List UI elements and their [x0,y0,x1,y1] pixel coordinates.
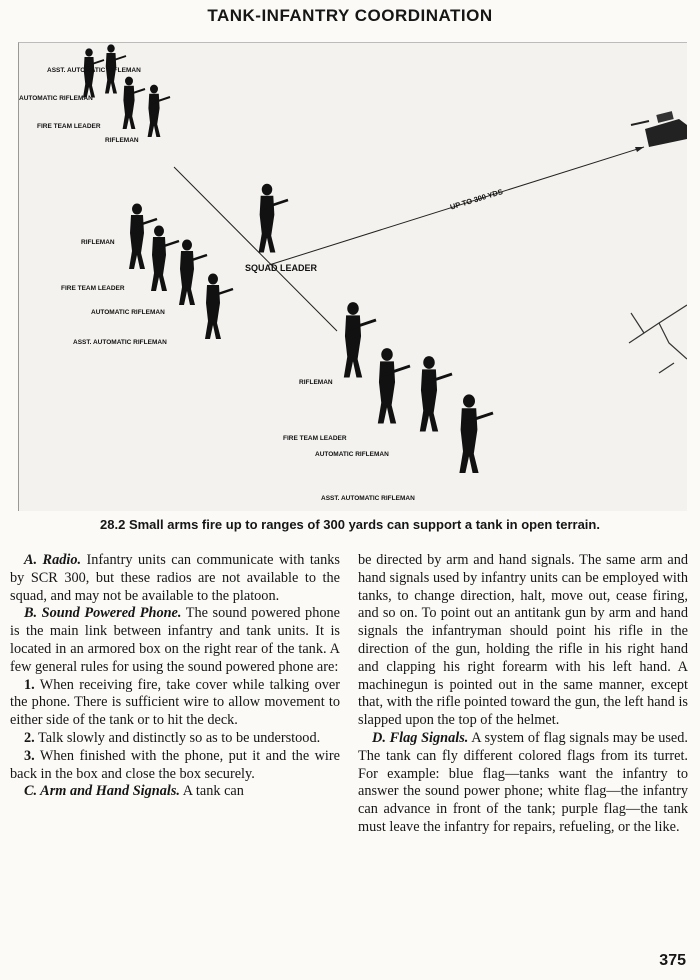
phone-rule-3 [10,748,340,784]
label-asst-ar-top: ASST. AUTOMATIC RIFLEMAN [47,67,141,74]
rule-number: 2. [24,729,35,746]
flag-heading: D. Flag Signals. [372,729,469,746]
label-ar-low: AUTOMATIC RIFLEMAN [315,451,389,458]
phone-text: The sound powered phone is the main link between infantry and tank units. It is located in an armored box on the right rear of the tank. A few general rules for using the sound powered phone are: [10,605,340,675]
arm-hand-text-start: A tank can [180,783,244,800]
tree-branches [629,305,687,373]
label-rifleman-top: RIFLEMAN [105,137,139,144]
phone-rule-1 [10,677,340,730]
rule-number: 3. [24,747,35,764]
label-ar-mid: AUTOMATIC RIFLEMAN [91,309,165,316]
section-arm-hand-start [10,783,340,801]
squad-leader-figure [259,184,288,253]
label-asst-ar-mid: ASST. AUTOMATIC RIFLEMAN [73,339,167,346]
radio-heading: A. Radio. [24,552,82,568]
label-ftl-low: FIRE TEAM LEADER [283,435,347,442]
lower-fire-team [344,302,493,473]
rule-number: 1. [24,676,35,693]
phone-rule-2 [10,730,340,748]
label-rifleman-mid: RIFLEMAN [81,239,115,246]
page-number: 375 [659,952,686,969]
left-column [10,552,340,801]
tank-icon [631,111,687,147]
section-radio [10,552,340,605]
figure-caption: 28.2 Small arms fire up to ranges of 300 yards can support a tank in open terrain. [100,517,600,532]
section-flag [358,730,688,837]
rule-text: Talk slowly and distinctly so as to be understood. [34,729,321,746]
label-range: UP TO 300 YDS [449,187,504,212]
label-rifleman-low: RIFLEMAN [299,379,333,386]
label-squad-leader: SQUAD LEADER [245,263,318,273]
label-ar-top: AUTOMATIC RIFLEMAN [19,95,93,102]
section-phone [10,605,340,676]
phone-heading: B. Sound Powered Phone. [24,605,182,622]
rule-text: When finished with the phone, put it and the wire back in the box and close the box securely. [10,747,340,782]
right-column [358,552,688,837]
label-ftl-mid: FIRE TEAM LEADER [61,285,125,292]
rule-text: When receiving fire, take cover while talking over the phone. There is sufficient wire to allow movement to either side of the tank or to hit the deck. [10,676,340,729]
arm-hand-heading: C. Arm and Hand Signals. [24,783,180,800]
figure-illustration [19,43,687,511]
label-asst-ar-low: ASST. AUTOMATIC RIFLEMAN [321,495,415,502]
figure-squad-formation [18,42,687,511]
middle-fire-team [129,204,233,340]
formation-line [174,167,337,331]
section-arm-hand-cont: be directed by arm and hand signals. The same arm and hand signals used by infantry units can be employed with tanks, to change direction, halt, move out, cease firing, and so on. To point out an antitank gun by arm and hand signals the infantryman should point his rifle in the direction of the gun, holding the rifle in his right hand and clapping his right forearm with his left hand. A machinegun is pointed out in the same manner, except that, with the rifle pointed toward the gun, the left hand is slapped upon the top of the helmet. [358,552,688,729]
radio-text: Infantry units can communicate with tanks by SCR 300, but these radios are not available to the squad, and may not be available to the platoon. [10,552,340,604]
flag-text: A system of flag signals may be used. The tank can fly different colored flags from its turret. For example: blue flag—tanks want the infantry to answer the sound power phone; white flag—the infantry can advance in front of the tank; purple flag—the tank must leave the infantry for repairs, refueling, or the like. [358,729,689,835]
running-head: TANK-INFANTRY COORDINATION [207,6,493,25]
label-ftl-top: FIRE TEAM LEADER [37,123,101,130]
